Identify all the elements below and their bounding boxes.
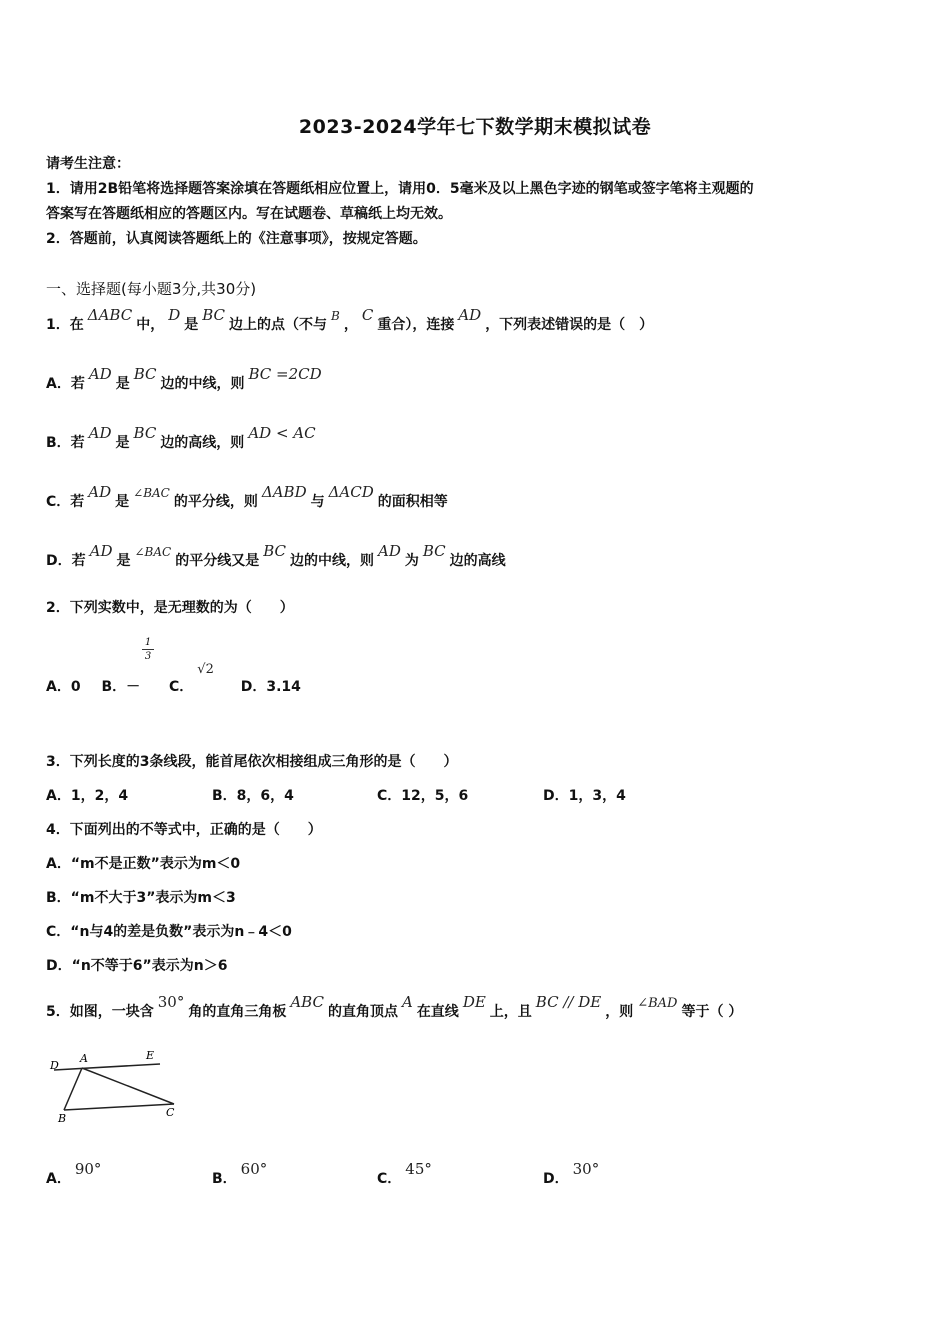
section-heading: 一、选择题(每小题3分,共30分): [46, 280, 257, 298]
question-2-option-c: C．: [169, 679, 194, 695]
question-3-option-d: D．1，3，4: [543, 788, 626, 804]
question-3-option-c: C．12，5，6: [377, 788, 469, 804]
label-e: E: [146, 1049, 155, 1062]
question-3-option-a: A．1，2，4: [46, 788, 129, 804]
fraction-one-third: 1 3: [142, 637, 154, 662]
question-4-option-d: D．“n不等于6”表示为n＞6: [46, 958, 228, 974]
sqrt-two: √2: [197, 662, 214, 677]
math-triangle-abc: ΔABC: [87, 306, 133, 324]
label-b: B: [58, 1112, 67, 1125]
question-5-option-c: C．45°: [377, 1160, 432, 1187]
question-2-option-b: B．－: [101, 679, 141, 695]
question-2-stem: 2．下列实数中，是无理数的为（ ）: [46, 600, 294, 616]
page-title: 2023-2024学年七下数学期末模拟试卷: [298, 116, 652, 138]
question-2-option-a: A．0: [46, 679, 81, 695]
question-1-option-d: D．若AD是∠BAC的平分线又是BC边的中线，则AD为BC边的高线: [46, 542, 506, 569]
question-1-option-b: B．若AD是BC边的高线，则AD < AC: [46, 424, 316, 451]
notice-item-2: 2．答题前，认真阅读答题纸上的《注意事项》，按规定答题。: [46, 231, 427, 247]
notice-heading: 请考生注意：: [46, 156, 130, 172]
question-1-option-c: C．若AD是∠BAC的平分线，则ΔABD与ΔACD的面积相等: [46, 483, 448, 510]
question-1-option-a: A．若AD是BC边的中线，则BC =2CD: [46, 365, 322, 392]
label-c: C: [166, 1106, 175, 1119]
question-4-option-c: C．“n与4的差是负数”表示为n﹣4＜0: [46, 924, 292, 940]
segment-bc: [64, 1104, 174, 1110]
question-4-option-b: B．“m不大于3”表示为m＜3: [46, 890, 236, 906]
question-5-stem: 5．如图，一块含30°角的直角三角板ABC的直角顶点A在直线DE上，且BC // DE，则∠BAD等于（ ）: [46, 993, 743, 1020]
question-5-option-a: A．90°: [46, 1160, 102, 1187]
notice-item-1b: 答案写在答题纸相应的答题区内。写在试题卷、草稿纸上均无效。: [46, 206, 452, 222]
question-4-stem: 4．下面列出的不等式中，正确的是（ ）: [46, 822, 322, 838]
question-2-options: [46, 662, 301, 696]
label-a: A: [80, 1052, 88, 1065]
question-1-stem: 1．在ΔABC中，D是BC边上的点（不与B，C重合），连接AD，下列表述错误的是（ ）: [46, 306, 654, 333]
label-d: D: [50, 1059, 59, 1072]
question-3-stem: 3．下列长度的3条线段，能首尾依次相接组成三角形的是（ ）: [46, 754, 458, 770]
triangle-figure: [46, 1045, 186, 1125]
segment-ab: [64, 1068, 82, 1110]
line-de: [54, 1064, 160, 1070]
question-4-option-a: A．“m不是正数”表示为m＜0: [46, 856, 241, 872]
notice-item-1a: 1．请用2B铅笔将选择题答案涂填在答题纸相应位置上，请用0．5毫米及以上黑色字迹的钢笔或签字笔将主观题的: [46, 181, 754, 197]
question-3-option-b: B．8，6，4: [212, 788, 294, 804]
question-5-option-b: B．60°: [212, 1160, 268, 1187]
question-2-option-d: D．3.14: [240, 679, 301, 695]
question-5-option-d: D．30°: [543, 1160, 600, 1187]
segment-ac: [82, 1068, 174, 1104]
